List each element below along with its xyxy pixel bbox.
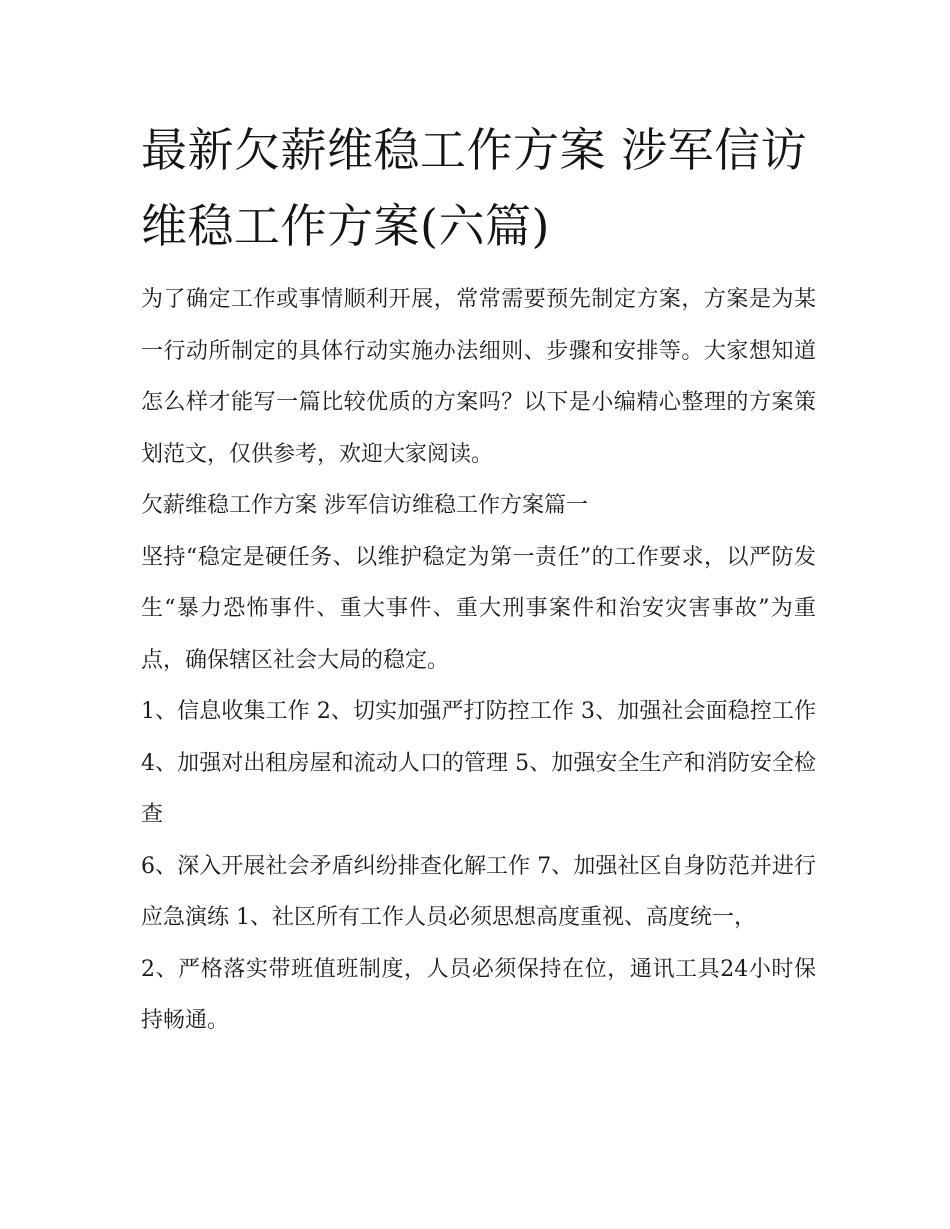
section-heading: 欠薪维稳工作方案 涉军信访维稳工作方案篇一: [141, 493, 588, 518]
task-list-paragraph-continued: 6、深入开展社会矛盾纠纷排查化解工作 7、加强社区自身防范并进行应急演练 1、社区所有工作人员必须思想高度重视、高度统一，: [141, 853, 816, 930]
task-list-paragraph: 1、信息收集工作 2、切实加强严打防控工作 3、加强社会面稳控工作 4、加强对出租房屋和流动人口的管理 5、加强安全生产和消防安全检查: [141, 699, 816, 827]
document-body: [141, 274, 816, 1047]
document-title: 最新欠薪维稳工作方案 涉军信访维稳工作方案(六篇): [141, 123, 808, 253]
intro-paragraph: 为了确定工作或事情顺利开展，常常需要预先制定方案，方案是为某一行动所制定的具体行动实施办法细则、步骤和安排等。大家想知道怎么样才能写一篇比较优质的方案吗？以下是小编精心整理的方案策划范文，仅供参考，欢迎大家阅读。: [141, 287, 816, 467]
duty-paragraph: 2、严格落实带班值班制度，人员必须保持在位，通讯工具24小时保持畅通。: [141, 956, 816, 1033]
principle-paragraph: 坚持“稳定是硬任务、以维护稳定为第一责任”的工作要求，以严防发生“暴力恐怖事件、重大事件、重大刑事案件和治安灾害事故”为重点，确保辖区社会大局的稳定。: [141, 544, 816, 673]
document-page: [141, 112, 816, 1047]
